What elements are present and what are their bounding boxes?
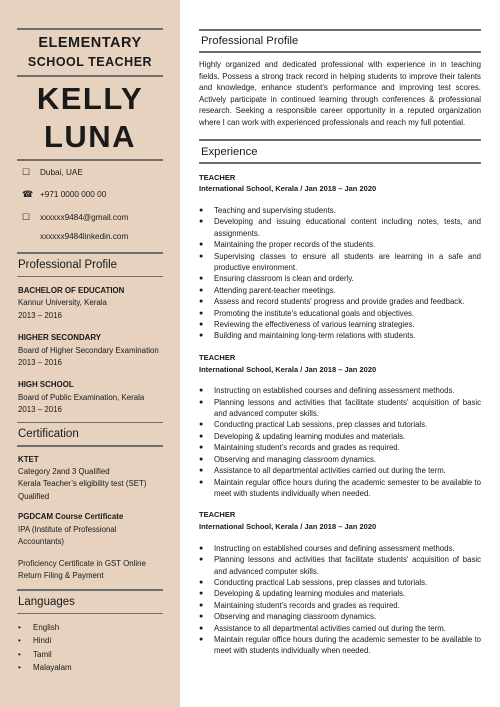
contact-section [17, 161, 163, 248]
list-item [18, 620, 163, 634]
cert-line: Qualified [18, 491, 50, 501]
language: Hindi [33, 636, 52, 646]
list-item [199, 454, 481, 465]
sidebar [0, 0, 180, 707]
list-item [199, 431, 481, 442]
bullet-icon: ● [199, 398, 204, 406]
school: Board of Public Examination, Kerala [18, 392, 145, 402]
job-entry [199, 172, 481, 342]
cert-title: PGDCAM Course Certificate [18, 512, 124, 522]
job-title: TEACHER [199, 510, 236, 520]
languages-list [17, 620, 163, 674]
list-item [199, 543, 481, 554]
education-heading: Professional Profile [18, 258, 118, 271]
bullet-icon: ● [199, 635, 204, 643]
education-item [17, 285, 163, 322]
cert-line: Kerala Teacher’s eligibility test (SET) [18, 479, 147, 489]
divider [199, 139, 481, 141]
linkedin-link[interactable]: xxxxxx9484linkedin.com [40, 232, 129, 242]
list-item [199, 634, 481, 657]
bullet-icon: ● [199, 321, 204, 329]
list-item [18, 647, 163, 661]
languages-heading: Languages [18, 595, 75, 608]
certification-item [17, 454, 163, 504]
first-name: KELLY [36, 81, 144, 116]
language: Malayalam [33, 663, 72, 673]
bullet-icon: ● [199, 332, 204, 340]
experience-list [199, 172, 481, 657]
bullet-icon: • [18, 663, 21, 673]
language: English [33, 622, 60, 632]
school: Board of Higher Secondary Examination [18, 345, 159, 355]
main-content [199, 0, 481, 657]
bullet-icon: ● [199, 455, 204, 463]
list-item [199, 442, 481, 453]
job-entry [199, 352, 481, 499]
list-item [199, 285, 481, 296]
duties-list [199, 205, 481, 342]
candidate-name [17, 80, 163, 156]
list-item [199, 465, 481, 476]
bullet-icon: ● [199, 298, 204, 306]
cert-line: Category 2and 3 Qualified [18, 467, 110, 477]
duty-text: Conducting practical Lab sessions, prep classes and tutorials. [214, 577, 428, 587]
divider [199, 51, 481, 53]
job-title [17, 34, 163, 72]
cert-line: Accountants) [18, 537, 65, 547]
job-entry [199, 509, 481, 656]
bullet-icon: ● [199, 421, 204, 429]
duty-text: Planning lessons and activities that facilitate students' acquisition of basic and advanced computer skills. [214, 555, 481, 576]
list-item [199, 477, 481, 500]
certification-item [17, 558, 163, 583]
list-item [199, 611, 481, 622]
email-link[interactable]: xxxxxx9484@gmail.com [40, 212, 129, 222]
list-item [199, 600, 481, 611]
divider [17, 276, 163, 278]
bullet-icon: ● [199, 578, 204, 586]
duties-list [199, 385, 481, 499]
list-item [199, 623, 481, 634]
certification-heading: Certification [18, 428, 79, 441]
duty-text: Teaching and supervising students. [214, 205, 336, 215]
divider [17, 613, 163, 615]
duty-text: Instructing on established courses and defining assessment methods. [214, 386, 455, 396]
list-item [199, 554, 481, 577]
duty-text: Attending parent-teacher meetings. [214, 285, 336, 295]
bullet-icon: ● [199, 309, 204, 317]
duties-list [199, 543, 481, 657]
duty-text: Assess and record students' progress and provide grades and feedback. [214, 297, 465, 307]
bullet-icon: ● [199, 467, 204, 475]
checkbox-icon: ☐ [22, 211, 31, 222]
years: 2013 – 2016 [18, 405, 62, 415]
bullet-icon: ● [199, 275, 204, 283]
list-item [199, 273, 481, 284]
duty-text: Maintaining student’s records and grades as required. [214, 443, 400, 453]
divider [17, 28, 163, 30]
list-item [199, 319, 481, 330]
duty-text: Maintain regular office hours during the academic semester to be available to meet with students individually when needed. [214, 477, 481, 498]
divider [199, 162, 481, 164]
phone-icon: ☎ [22, 189, 34, 200]
years: 2013 – 2016 [18, 358, 62, 368]
bullet-icon: ● [199, 556, 204, 564]
degree: BACHELOR OF EDUCATION [18, 286, 125, 295]
list-item [199, 419, 481, 430]
bullet-icon: ● [199, 252, 204, 260]
profile-heading: Professional Profile [201, 35, 299, 47]
duty-text: Observing and managing classroom dynamics. [214, 454, 377, 464]
bullet-icon: • [18, 649, 21, 659]
degree: HIGHER SECONDARY [18, 333, 102, 343]
bullet-icon: ● [199, 544, 204, 552]
bullet-icon: ● [199, 624, 204, 632]
job-title: TEACHER [199, 352, 236, 362]
job-employer: International School, Kerala / Jan 2018 – Jan 2020 [199, 522, 377, 532]
duty-text: Planning lessons and activities that facilitate students' acquisition of basic and advanced computer skills. [214, 397, 481, 419]
duty-text: Building and maintaining long-term relations with students. [214, 331, 416, 341]
list-item [199, 239, 481, 250]
list-item [199, 251, 481, 274]
contact-phone [22, 184, 163, 207]
bullet-icon: ● [199, 387, 204, 395]
checkbox-icon: ☐ [22, 166, 31, 177]
list-item [199, 308, 481, 319]
duty-text: Developing & updating learning modules and materials. [214, 589, 406, 599]
job-title-line2: SCHOOL TEACHER [27, 55, 153, 69]
duty-text: Reviewing the effectiveness of various learning strategies. [214, 320, 415, 330]
years: 2013 – 2016 [18, 310, 62, 320]
list-item [199, 588, 481, 599]
degree: HIGH SCHOOL [18, 380, 74, 390]
school: Kannur University, Kerala [18, 298, 107, 308]
duty-text: Instructing on established courses and defining assessment methods. [214, 543, 455, 553]
list-item [199, 577, 481, 588]
education-item [17, 332, 163, 369]
duty-text: Maintaining the proper records of the students. [214, 240, 376, 250]
cert-line: Return Filing & Payment [18, 570, 104, 580]
experience-heading: Experience [201, 145, 258, 158]
job-employer: International School, Kerala / Jan 2018 – Jan 2020 [199, 184, 377, 194]
bullet-icon: • [18, 636, 21, 646]
list-item [199, 216, 481, 239]
list-item [199, 296, 481, 307]
divider [17, 445, 163, 447]
divider [17, 75, 163, 77]
list-item [199, 330, 481, 341]
duty-text: Promoting the institute’s educational goals and objectives. [214, 308, 415, 318]
location-text: Dubai, UAE [40, 167, 83, 177]
bullet-icon: ● [199, 613, 204, 621]
bullet-icon: ● [199, 590, 204, 598]
duty-text: Assistance to all departmental activities carried out during the term. [214, 623, 446, 633]
bullet-icon: ● [199, 478, 204, 486]
list-item [18, 634, 163, 648]
bullet-icon: ● [199, 241, 204, 249]
list-item [199, 385, 481, 396]
bullet-icon: • [18, 622, 21, 632]
job-title-line1: ELEMENTARY [38, 35, 142, 51]
duty-text: Conducting practical Lab sessions, prep classes and tutorials. [214, 420, 428, 430]
education-item [17, 379, 163, 416]
bullet-icon: ● [199, 206, 204, 214]
bullet-icon: ● [199, 601, 204, 609]
duty-text: Developing & updating learning modules and materials. [214, 431, 406, 441]
duty-text: Observing and managing classroom dynamics. [214, 612, 377, 622]
cert-title: KTET [18, 454, 39, 464]
divider [199, 29, 481, 31]
profile-text: Highly organized and dedicated professional with experience in in teaching fields. Possess a strong track record in helping students to improve their talents and knowledge, enhance student’s performance and improving test scores. Actively participate in continued learning through conferences & professional research. Seeking a responsible career opportunity in a reputed organization where I can work with experienced professionals and reach my full potential. [199, 60, 481, 127]
language: Tamil [33, 649, 52, 659]
bullet-icon: ● [199, 286, 204, 294]
list-item [18, 661, 163, 675]
duty-text: Assistance to all departmental activities carried out during the term. [214, 466, 446, 476]
duty-text: Maintaining student’s records and grades as required. [214, 600, 400, 610]
job-employer: International School, Kerala / Jan 2018 – Jan 2020 [199, 364, 377, 374]
cert-line: Proficiency Certificate in GST Online [18, 558, 146, 568]
bullet-icon: ● [199, 432, 204, 440]
last-name: LUNA [43, 119, 137, 154]
contact-location [22, 161, 163, 184]
contact-linkedin[interactable] [22, 226, 163, 249]
cert-line: IPA (Institute of Professional [18, 524, 117, 534]
duty-text: Maintain regular office hours during the academic semester to be available to meet with students individually when needed. [214, 634, 481, 656]
bullet-icon: ● [199, 444, 204, 452]
bullet-icon: ● [199, 218, 204, 226]
duty-text: Ensuring classroom is clean and orderly. [214, 274, 354, 284]
list-item [199, 205, 481, 216]
certification-item [17, 511, 163, 548]
duty-text: Developing and issuing educational content including notes, tests, and assignments. [214, 217, 481, 238]
list-item [199, 397, 481, 420]
job-title: TEACHER [199, 172, 236, 182]
phone-text: +971 0000 000 00 [40, 190, 107, 200]
duty-text: Supervising classes to ensure all students are learning in a safe and productive environment. [214, 251, 481, 272]
